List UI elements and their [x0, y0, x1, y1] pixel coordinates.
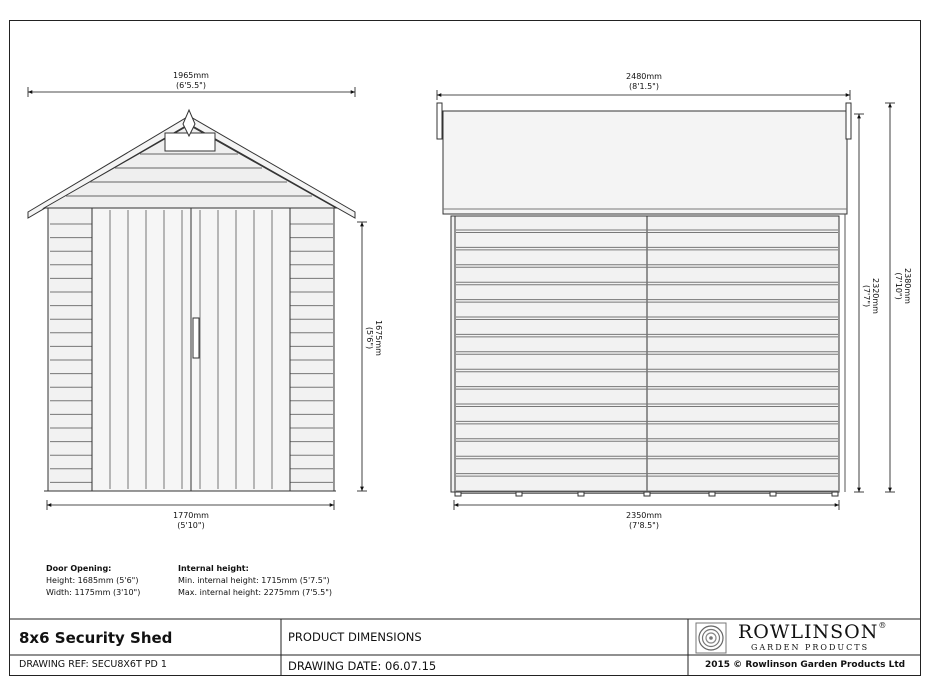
product-title: 8x6 Security Shed [19, 629, 173, 647]
drawing-date: DRAWING DATE: 06.07.15 [288, 659, 437, 673]
front-base-mm: 1770mm [173, 511, 209, 520]
door-handle [193, 318, 199, 358]
copyright-notice: 2015 © Rowlinson Garden Products Ltd [705, 660, 906, 670]
section-title: PRODUCT DIMENSIONS [288, 630, 422, 644]
title-block [9, 619, 921, 676]
side-base-mm: 2350mm [626, 511, 662, 520]
side-inner-height-mm: 2320mm [871, 278, 880, 314]
front-elevation [28, 110, 355, 491]
brand-subtitle: GARDEN PRODUCTS [751, 643, 870, 652]
internal-height-heading: Internal height: [178, 564, 249, 573]
door-opening-notes [46, 563, 140, 599]
front-width-mm: 1965mm [173, 71, 209, 80]
front-height-imp: (5'6") [365, 326, 374, 350]
brand-wordmark: ROWLINSON [738, 621, 879, 643]
front-base-imp: (5'10") [177, 521, 205, 530]
side-inner-height-imp: (7'7") [862, 284, 871, 308]
side-roof-batten-left [437, 103, 442, 139]
side-roof-batten-right [846, 103, 851, 139]
side-roof [443, 111, 847, 214]
side-elevation [437, 103, 851, 496]
front-height-mm: 1675mm [374, 320, 383, 356]
front-width-imp: (6'5.5") [176, 81, 206, 90]
internal-height-notes [178, 563, 332, 599]
internal-height-max: Max. internal height: 2275mm (7'5.5") [178, 588, 333, 597]
drawing-ref: DRAWING REF: SECU8X6T PD 1 [19, 659, 167, 670]
side-width-mm: 2480mm [626, 72, 662, 81]
brand-registered-mark: ® [878, 621, 888, 630]
door-opening-heading: Door Opening: [46, 564, 112, 573]
brand-name [738, 621, 887, 643]
side-base-imp: (7'8.5") [629, 521, 659, 530]
door-opening-height: Height: 1685mm (5'6") [46, 576, 139, 585]
side-outer-height-mm: 2380mm [903, 268, 912, 304]
gable-vent [165, 133, 215, 151]
rowlinson-logo-icon [695, 622, 727, 654]
door-opening-width: Width: 1175mm (3'10") [46, 588, 141, 597]
internal-height-min: Min. internal height: 1715mm (5'7.5") [178, 576, 330, 585]
side-outer-height-imp: (7'10") [894, 272, 903, 300]
side-width-imp: (8'1.5") [629, 82, 659, 91]
